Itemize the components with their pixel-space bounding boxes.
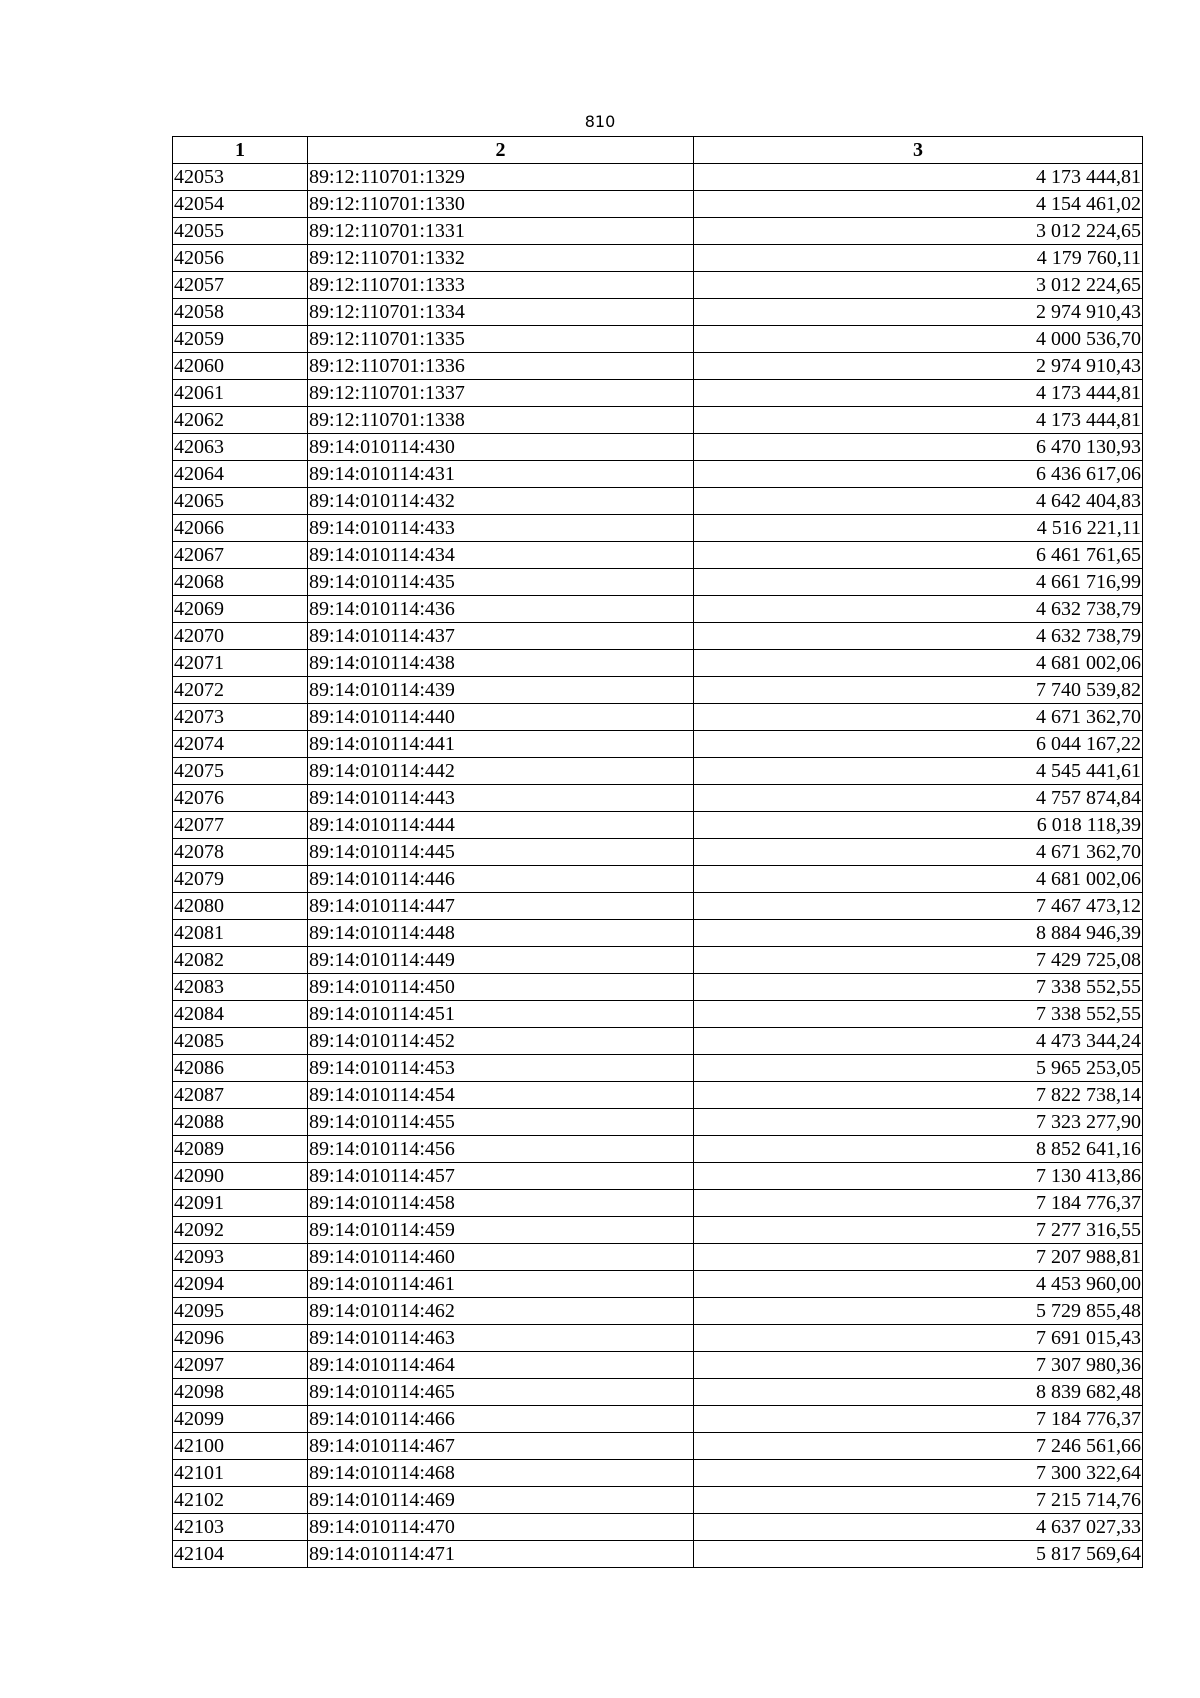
cadastral-number-cell: 89:12:110701:1332 — [308, 245, 694, 272]
row-number-cell: 42090 — [173, 1163, 308, 1190]
cadastral-number-cell: 89:14:010114:457 — [308, 1163, 694, 1190]
value-cell: 4 757 874,84 — [694, 785, 1143, 812]
row-number-cell: 42066 — [173, 515, 308, 542]
cadastral-number-cell: 89:14:010114:443 — [308, 785, 694, 812]
cadastral-number-cell: 89:14:010114:446 — [308, 866, 694, 893]
row-number-cell: 42079 — [173, 866, 308, 893]
value-cell: 6 470 130,93 — [694, 434, 1143, 461]
table-row — [173, 434, 1143, 461]
cadastral-number-cell: 89:12:110701:1330 — [308, 191, 694, 218]
cadastral-number-cell: 89:14:010114:435 — [308, 569, 694, 596]
value-cell: 6 018 118,39 — [694, 812, 1143, 839]
cadastral-number-cell: 89:14:010114:450 — [308, 974, 694, 1001]
row-number-cell: 42089 — [173, 1136, 308, 1163]
table-row — [173, 1514, 1143, 1541]
cadastral-number-cell: 89:14:010114:448 — [308, 920, 694, 947]
column-header-2: 2 — [308, 137, 694, 164]
row-number-cell: 42102 — [173, 1487, 308, 1514]
cadastral-number-cell: 89:14:010114:461 — [308, 1271, 694, 1298]
value-cell: 4 473 344,24 — [694, 1028, 1143, 1055]
table-row — [173, 758, 1143, 785]
value-cell: 7 277 316,55 — [694, 1217, 1143, 1244]
row-number-cell: 42087 — [173, 1082, 308, 1109]
table-row — [173, 1028, 1143, 1055]
value-cell: 4 681 002,06 — [694, 866, 1143, 893]
table-body — [173, 164, 1143, 1568]
value-cell: 7 338 552,55 — [694, 974, 1143, 1001]
value-cell: 8 839 682,48 — [694, 1379, 1143, 1406]
value-cell: 4 637 027,33 — [694, 1514, 1143, 1541]
cadastral-number-cell: 89:14:010114:433 — [308, 515, 694, 542]
cadastral-number-cell: 89:14:010114:444 — [308, 812, 694, 839]
table-row — [173, 1379, 1143, 1406]
value-cell: 4 632 738,79 — [694, 623, 1143, 650]
table-row — [173, 272, 1143, 299]
value-cell: 7 184 776,37 — [694, 1190, 1143, 1217]
cadastral-number-cell: 89:14:010114:467 — [308, 1433, 694, 1460]
row-number-cell: 42070 — [173, 623, 308, 650]
cadastral-number-cell: 89:14:010114:456 — [308, 1136, 694, 1163]
row-number-cell: 42085 — [173, 1028, 308, 1055]
table-row — [173, 515, 1143, 542]
row-number-cell: 42071 — [173, 650, 308, 677]
value-cell: 5 817 569,64 — [694, 1541, 1143, 1568]
cadastral-number-cell: 89:14:010114:452 — [308, 1028, 694, 1055]
cadastral-number-cell: 89:14:010114:453 — [308, 1055, 694, 1082]
table-row — [173, 164, 1143, 191]
cadastral-number-cell: 89:14:010114:468 — [308, 1460, 694, 1487]
row-number-cell: 42068 — [173, 569, 308, 596]
table-row — [173, 947, 1143, 974]
value-cell: 7 323 277,90 — [694, 1109, 1143, 1136]
table-row — [173, 1460, 1143, 1487]
row-number-cell: 42075 — [173, 758, 308, 785]
table-row — [173, 974, 1143, 1001]
table-row — [173, 245, 1143, 272]
value-cell: 4 661 716,99 — [694, 569, 1143, 596]
table-row — [173, 1541, 1143, 1568]
value-cell: 8 884 946,39 — [694, 920, 1143, 947]
value-cell: 7 822 738,14 — [694, 1082, 1143, 1109]
cadastral-number-cell: 89:14:010114:447 — [308, 893, 694, 920]
cadastral-number-cell: 89:14:010114:439 — [308, 677, 694, 704]
row-number-cell: 42082 — [173, 947, 308, 974]
table-row — [173, 569, 1143, 596]
row-number-cell: 42055 — [173, 218, 308, 245]
cadastral-number-cell: 89:14:010114:464 — [308, 1352, 694, 1379]
table-row — [173, 1298, 1143, 1325]
row-number-cell: 42093 — [173, 1244, 308, 1271]
column-header-1: 1 — [173, 137, 308, 164]
cadastral-number-cell: 89:14:010114:432 — [308, 488, 694, 515]
cadastral-number-cell: 89:14:010114:463 — [308, 1325, 694, 1352]
cadastral-number-cell: 89:12:110701:1333 — [308, 272, 694, 299]
value-cell: 3 012 224,65 — [694, 218, 1143, 245]
cadastral-number-cell: 89:14:010114:471 — [308, 1541, 694, 1568]
table-row — [173, 1406, 1143, 1433]
table-row — [173, 218, 1143, 245]
table-row — [173, 839, 1143, 866]
value-cell: 4 453 960,00 — [694, 1271, 1143, 1298]
cadastral-number-cell: 89:14:010114:436 — [308, 596, 694, 623]
cadastral-number-cell: 89:12:110701:1334 — [308, 299, 694, 326]
value-cell: 4 671 362,70 — [694, 839, 1143, 866]
row-number-cell: 42067 — [173, 542, 308, 569]
row-number-cell: 42099 — [173, 1406, 308, 1433]
value-cell: 4 545 441,61 — [694, 758, 1143, 785]
row-number-cell: 42072 — [173, 677, 308, 704]
value-cell: 5 965 253,05 — [694, 1055, 1143, 1082]
value-cell: 4 173 444,81 — [694, 407, 1143, 434]
row-number-cell: 42088 — [173, 1109, 308, 1136]
table-row — [173, 1001, 1143, 1028]
cadastral-number-cell: 89:12:110701:1329 — [308, 164, 694, 191]
cadastral-number-cell: 89:14:010114:434 — [308, 542, 694, 569]
row-number-cell: 42094 — [173, 1271, 308, 1298]
row-number-cell: 42076 — [173, 785, 308, 812]
table-row — [173, 677, 1143, 704]
page-number: 810 — [584, 112, 616, 131]
cadastral-number-cell: 89:14:010114:438 — [308, 650, 694, 677]
cadastral-number-cell: 89:14:010114:469 — [308, 1487, 694, 1514]
row-number-cell: 42091 — [173, 1190, 308, 1217]
cadastral-number-cell: 89:14:010114:431 — [308, 461, 694, 488]
table-row — [173, 1190, 1143, 1217]
row-number-cell: 42054 — [173, 191, 308, 218]
row-number-cell: 42065 — [173, 488, 308, 515]
row-number-cell: 42098 — [173, 1379, 308, 1406]
cadastral-number-cell: 89:14:010114:445 — [308, 839, 694, 866]
row-number-cell: 42084 — [173, 1001, 308, 1028]
row-number-cell: 42101 — [173, 1460, 308, 1487]
table-row — [173, 893, 1143, 920]
cadastral-number-cell: 89:14:010114:437 — [308, 623, 694, 650]
row-number-cell: 42104 — [173, 1541, 308, 1568]
row-number-cell: 42069 — [173, 596, 308, 623]
value-cell: 7 467 473,12 — [694, 893, 1143, 920]
cadastral-number-cell: 89:12:110701:1338 — [308, 407, 694, 434]
table-row — [173, 1487, 1143, 1514]
value-cell: 7 429 725,08 — [694, 947, 1143, 974]
cadastral-number-cell: 89:12:110701:1331 — [308, 218, 694, 245]
table-row — [173, 623, 1143, 650]
table-row — [173, 488, 1143, 515]
cadastral-number-cell: 89:14:010114:465 — [308, 1379, 694, 1406]
cadastral-number-cell: 89:14:010114:441 — [308, 731, 694, 758]
table-row — [173, 704, 1143, 731]
row-number-cell: 42063 — [173, 434, 308, 461]
row-number-cell: 42060 — [173, 353, 308, 380]
row-number-cell: 42064 — [173, 461, 308, 488]
value-cell: 2 974 910,43 — [694, 299, 1143, 326]
cadastral-number-cell: 89:12:110701:1335 — [308, 326, 694, 353]
cadastral-number-cell: 89:14:010114:449 — [308, 947, 694, 974]
cadastral-number-cell: 89:14:010114:466 — [308, 1406, 694, 1433]
value-cell: 4 671 362,70 — [694, 704, 1143, 731]
table-row — [173, 1244, 1143, 1271]
table-row — [173, 1109, 1143, 1136]
value-cell: 6 044 167,22 — [694, 731, 1143, 758]
cadastral-number-cell: 89:14:010114:455 — [308, 1109, 694, 1136]
cadastral-number-cell: 89:14:010114:458 — [308, 1190, 694, 1217]
cadastral-number-cell: 89:12:110701:1337 — [308, 380, 694, 407]
value-cell: 8 852 641,16 — [694, 1136, 1143, 1163]
row-number-cell: 42059 — [173, 326, 308, 353]
value-cell: 6 461 761,65 — [694, 542, 1143, 569]
table-row — [173, 650, 1143, 677]
row-number-cell: 42074 — [173, 731, 308, 758]
cadastral-number-cell: 89:14:010114:462 — [308, 1298, 694, 1325]
cadastral-number-cell: 89:14:010114:451 — [308, 1001, 694, 1028]
table-row — [173, 1082, 1143, 1109]
row-number-cell: 42096 — [173, 1325, 308, 1352]
cadastral-number-cell: 89:14:010114:430 — [308, 434, 694, 461]
value-cell: 4 516 221,11 — [694, 515, 1143, 542]
row-number-cell: 42061 — [173, 380, 308, 407]
table-row — [173, 326, 1143, 353]
table-row — [173, 407, 1143, 434]
value-cell: 7 215 714,76 — [694, 1487, 1143, 1514]
value-cell: 4 154 461,02 — [694, 191, 1143, 218]
table-row — [173, 596, 1143, 623]
row-number-cell: 42053 — [173, 164, 308, 191]
row-number-cell: 42058 — [173, 299, 308, 326]
table-row — [173, 1433, 1143, 1460]
value-cell: 4 173 444,81 — [694, 380, 1143, 407]
table-row — [173, 353, 1143, 380]
header-row — [173, 137, 1143, 164]
value-cell: 4 179 760,11 — [694, 245, 1143, 272]
table-row — [173, 1352, 1143, 1379]
row-number-cell: 42056 — [173, 245, 308, 272]
cadastral-number-cell: 89:12:110701:1336 — [308, 353, 694, 380]
value-cell: 7 300 322,64 — [694, 1460, 1143, 1487]
table-row — [173, 1163, 1143, 1190]
cadastral-number-cell: 89:14:010114:442 — [308, 758, 694, 785]
value-cell: 4 681 002,06 — [694, 650, 1143, 677]
row-number-cell: 42086 — [173, 1055, 308, 1082]
value-cell: 7 184 776,37 — [694, 1406, 1143, 1433]
value-cell: 4 642 404,83 — [694, 488, 1143, 515]
value-cell: 7 691 015,43 — [694, 1325, 1143, 1352]
column-header-3: 3 — [694, 137, 1143, 164]
row-number-cell: 42103 — [173, 1514, 308, 1541]
cadastral-number-cell: 89:14:010114:470 — [308, 1514, 694, 1541]
value-cell: 3 012 224,65 — [694, 272, 1143, 299]
row-number-cell: 42100 — [173, 1433, 308, 1460]
table-row — [173, 866, 1143, 893]
row-number-cell: 42095 — [173, 1298, 308, 1325]
row-number-cell: 42092 — [173, 1217, 308, 1244]
table-row — [173, 1136, 1143, 1163]
row-number-cell: 42083 — [173, 974, 308, 1001]
cadastral-number-cell: 89:14:010114:454 — [308, 1082, 694, 1109]
table-row — [173, 920, 1143, 947]
table-row — [173, 191, 1143, 218]
cadastral-number-cell: 89:14:010114:459 — [308, 1217, 694, 1244]
value-cell: 4 173 444,81 — [694, 164, 1143, 191]
table-row — [173, 542, 1143, 569]
value-cell: 4 000 536,70 — [694, 326, 1143, 353]
table-row — [173, 380, 1143, 407]
table-row — [173, 461, 1143, 488]
value-cell: 7 246 561,66 — [694, 1433, 1143, 1460]
table-row — [173, 1271, 1143, 1298]
value-cell: 2 974 910,43 — [694, 353, 1143, 380]
row-number-cell: 42081 — [173, 920, 308, 947]
data-table — [172, 136, 1143, 1568]
row-number-cell: 42057 — [173, 272, 308, 299]
value-cell: 7 338 552,55 — [694, 1001, 1143, 1028]
value-cell: 7 740 539,82 — [694, 677, 1143, 704]
row-number-cell: 42077 — [173, 812, 308, 839]
row-number-cell: 42078 — [173, 839, 308, 866]
cadastral-number-cell: 89:14:010114:460 — [308, 1244, 694, 1271]
table-row — [173, 785, 1143, 812]
table-row — [173, 731, 1143, 758]
value-cell: 5 729 855,48 — [694, 1298, 1143, 1325]
row-number-cell: 42073 — [173, 704, 308, 731]
table-row — [173, 299, 1143, 326]
table-header — [173, 137, 1143, 164]
table-row — [173, 812, 1143, 839]
table-row — [173, 1055, 1143, 1082]
value-cell: 7 130 413,86 — [694, 1163, 1143, 1190]
table-row — [173, 1217, 1143, 1244]
value-cell: 4 632 738,79 — [694, 596, 1143, 623]
row-number-cell: 42062 — [173, 407, 308, 434]
row-number-cell: 42080 — [173, 893, 308, 920]
table-row — [173, 1325, 1143, 1352]
value-cell: 7 207 988,81 — [694, 1244, 1143, 1271]
row-number-cell: 42097 — [173, 1352, 308, 1379]
value-cell: 6 436 617,06 — [694, 461, 1143, 488]
cadastral-number-cell: 89:14:010114:440 — [308, 704, 694, 731]
value-cell: 7 307 980,36 — [694, 1352, 1143, 1379]
